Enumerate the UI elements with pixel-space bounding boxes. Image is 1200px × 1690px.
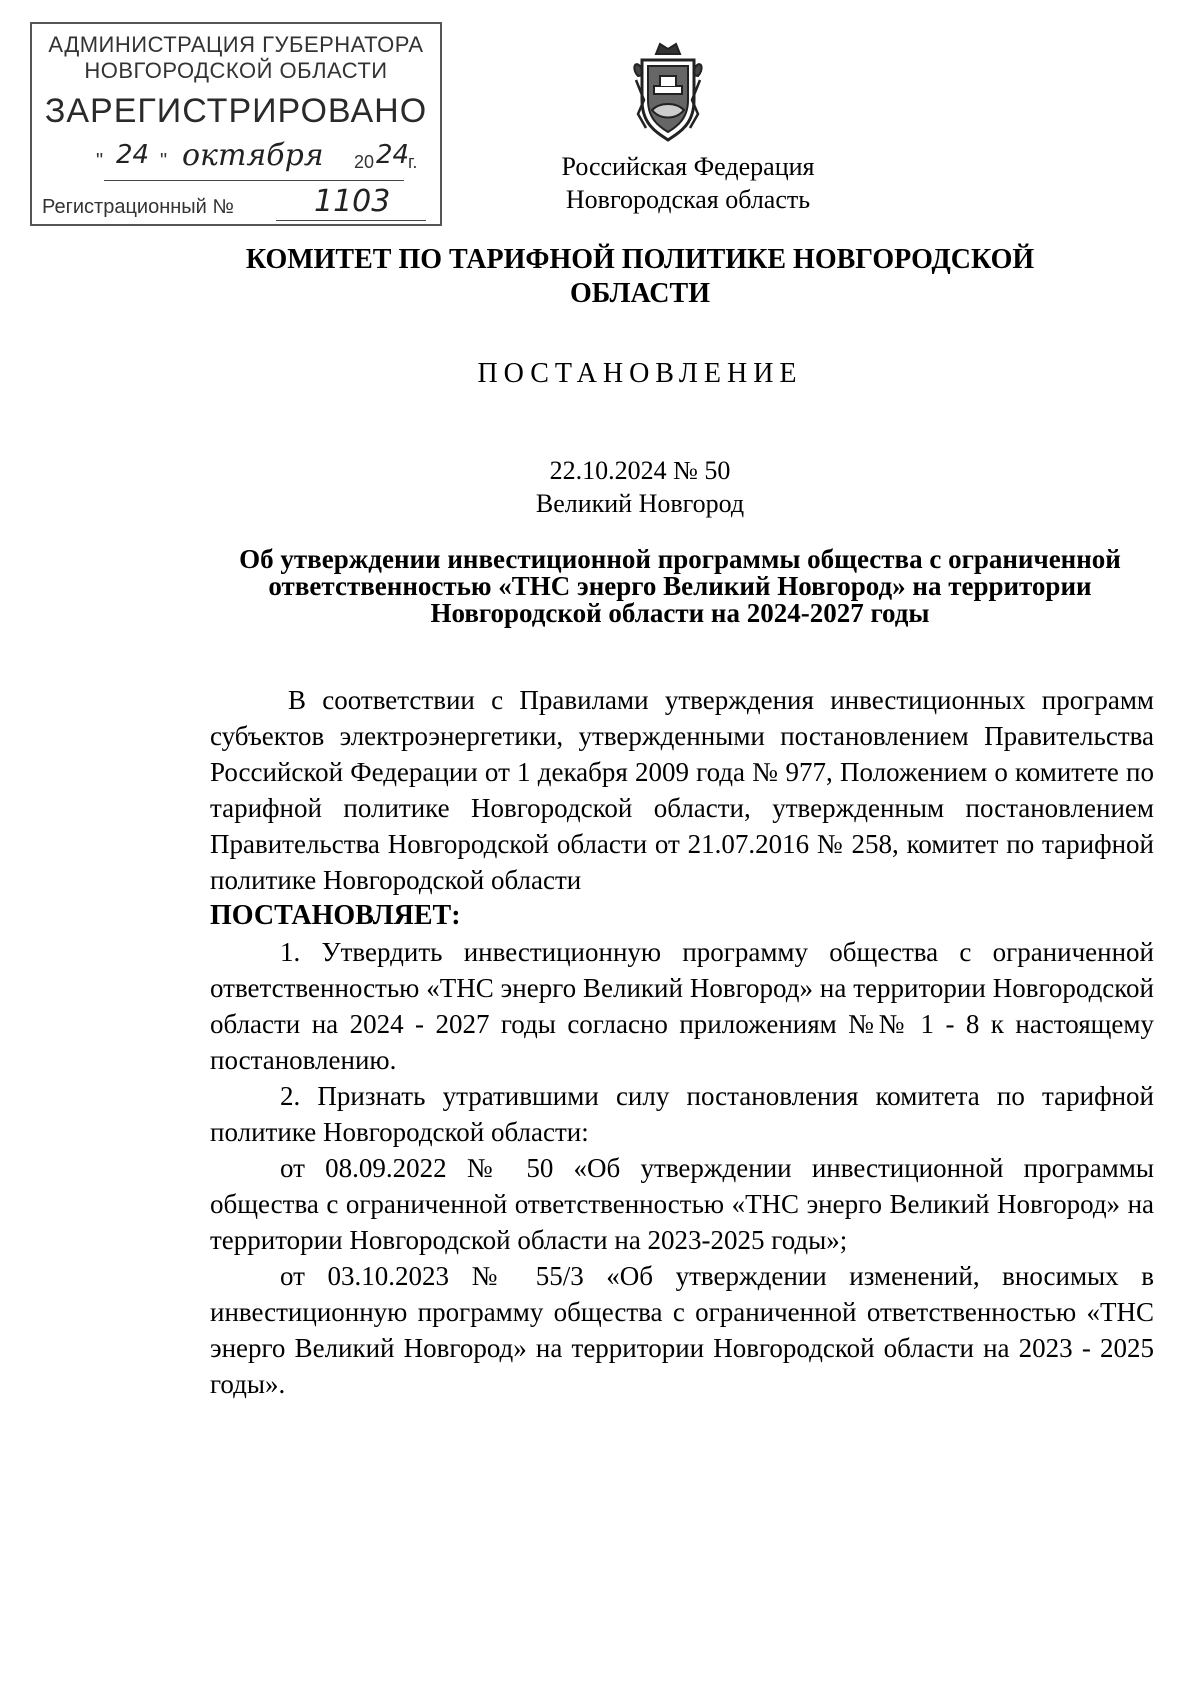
registration-stamp: [30, 22, 442, 226]
item-2a-paragraph: от 08.09.2022 № 50 «Об утверждении инвестиционной программы общества с ограниченной ответственностью «ТНС энерго Великий Новгород» на территории Новгородской области на 2023-2025 годы»;: [210, 1153, 1154, 1255]
stamp-reg-number-label: Регистрационный №: [42, 196, 234, 218]
stamp-line-2: НОВГОРОДСКОЙ ОБЛАСТИ: [84, 58, 388, 83]
item-2b-paragraph: от 03.10.2023 № 55/3 «Об утверждении изменений, вносимых в инвестиционную программу общества с ограниченной ответственностью «ТНС энерго Великий Новгород» на территории Новгородской области на 2023 - 2025 годы».: [210, 1261, 1154, 1399]
stamp-month: октября: [182, 138, 324, 173]
stamp-registered: ЗАРЕГИСТРИРОВАНО: [44, 92, 428, 130]
stamp-reg-number: 1103: [314, 184, 391, 219]
stamp-date-underline: [104, 180, 404, 181]
stamp-quote-open: ": [96, 150, 104, 172]
stamp-day: 24: [116, 140, 150, 170]
stamp-year-suffix: г.: [408, 152, 418, 172]
preamble-paragraph: В соответствии с Правилами утверждения инвестиционных программ субъектов электроэнергетики, утвержденными постановлением Правительства Российской Федерации от 1 декабря 2009 года № 977, Положением о комитете по тарифной политике Новгородской области, утвержденным постановлением Правительства Новгородской области от 21.07.2016 № 258, комитет по тарифной политике Новгородской области: [210, 685, 1154, 895]
stamp-year-prefix: 20: [354, 152, 375, 172]
stamp-line-1: АДМИНИСТРАЦИЯ ГУБЕРНАТОРА: [48, 32, 424, 57]
document-city: Великий Новгород: [535, 489, 745, 518]
committee-title: КОМИТЕТ ПО ТАРИФНОЙ ПОЛИТИКЕ НОВГОРОДСКОЙ ОБЛАСТИ: [245, 244, 1035, 309]
region-name: Новгородская область: [565, 185, 811, 214]
country-name: Российская Федерация: [561, 152, 815, 181]
document-subject: Об утверждении инвестиционной программы общества с ограниченной ответственностью «ТНС энерго Великий Новгород» на территории Новгородской области на 2024-2027 годы: [239, 544, 1121, 628]
stamp-year-handwritten: 24: [376, 140, 410, 170]
stamp-number-underline: [276, 220, 426, 221]
document-body: [210, 682, 1154, 1402]
stamp-date: [54, 138, 434, 184]
ruling-heading: ПОСТАНОВЛЯЕТ:: [210, 900, 461, 931]
coat-of-arms-icon: [630, 40, 706, 144]
item-2-paragraph: 2. Признать утратившими силу постановления комитета по тарифной политике Новгородской области:: [210, 1081, 1154, 1147]
document-date-number: 22.10.2024 № 50: [549, 456, 731, 485]
stamp-quote-close: ": [160, 150, 168, 172]
document-type: ПОСТАНОВЛЕНИЕ: [477, 358, 803, 389]
item-1-paragraph: 1. Утвердить инвестиционную программу общества с ограниченной ответственностью «ТНС энерго Великий Новгород» на территории Новгородской области на 2024 - 2027 годы согласно приложениям №№ 1 - 8 к настоящему постановлению.: [210, 937, 1154, 1075]
